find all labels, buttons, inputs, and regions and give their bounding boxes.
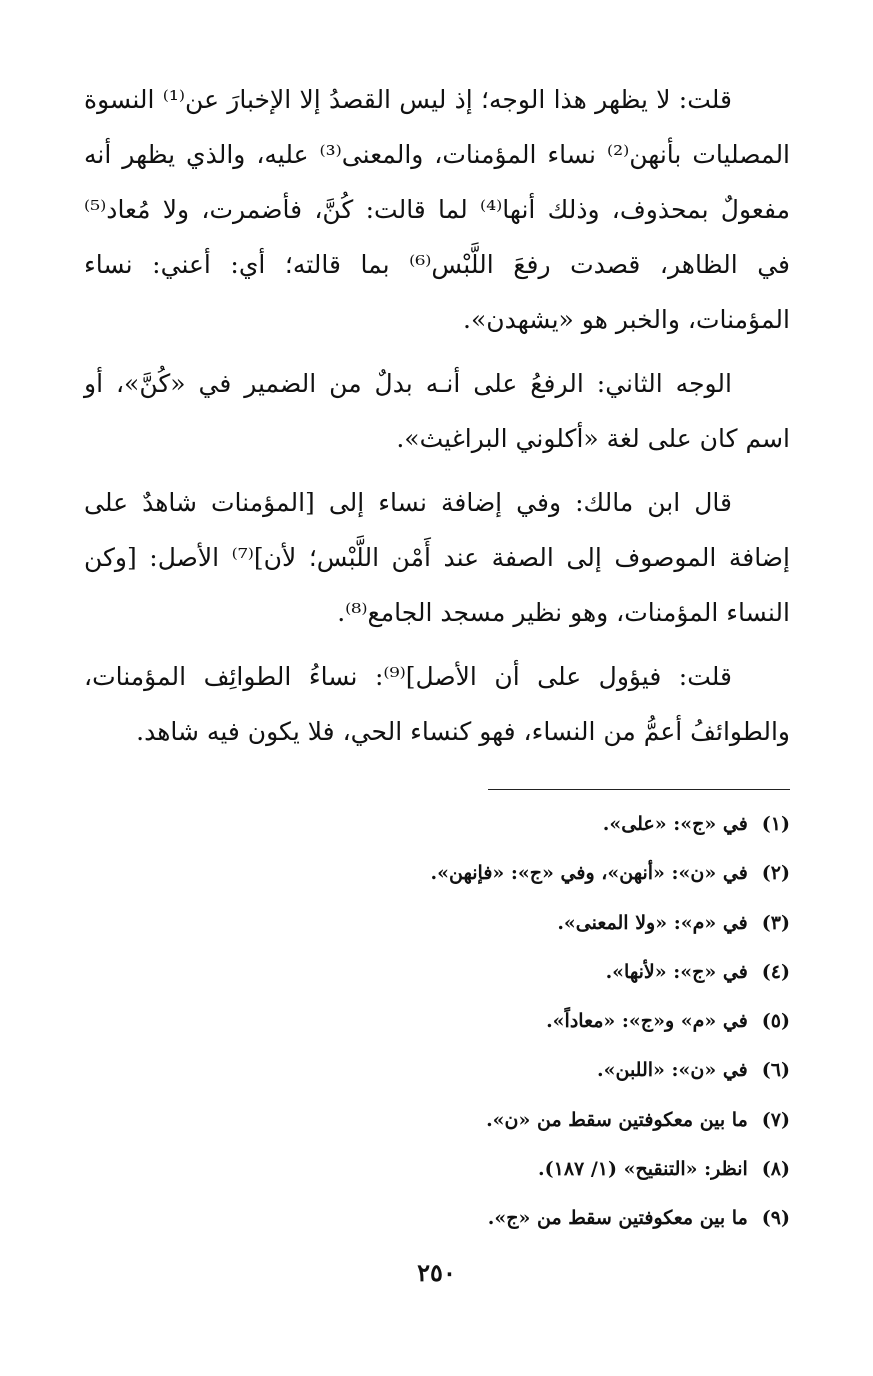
footnote-text: في «ج»: «لأنها». xyxy=(605,960,748,983)
footnote-text: في «ن»: «أنهن»، وفي «ج»: «فإنهن». xyxy=(430,862,748,885)
paragraph-3: قال ابن مالك: وفي إضافة نساء إلى [المؤمنات شاهدٌ على إضافة الموصوف إلى الصفة عند أَمْن اللَّبْس؛ لأن]⁽⁷⁾ الأصل: [وكن النساء المؤمنات، وهو نظير مسجد الجامع⁽⁸⁾. xyxy=(84,488,790,627)
footnote-7 xyxy=(84,1096,790,1145)
footnote-text: في «ج»: «على». xyxy=(602,813,748,835)
footnote-4 xyxy=(84,948,790,997)
footnote-divider xyxy=(488,789,790,790)
footnote-text: ما بين معكوفتين سقط من «ن». xyxy=(486,1108,748,1131)
footnote-number: (٩) xyxy=(761,1207,790,1230)
footnote-number: (٨) xyxy=(761,1158,790,1181)
footnote-3 xyxy=(84,899,790,948)
paragraph-4: قلت: فيؤول على أن الأصل]⁽⁹⁾: نساءُ الطوائِف المؤمنات، والطوائفُ أعمُّ من النساء، فهو كنساء الحي، فلا يكون فيه شاهد. xyxy=(84,662,790,746)
footnote-text: في «ن»: «اللبن». xyxy=(596,1059,748,1082)
footnote-number: (٧) xyxy=(761,1108,790,1131)
footnote-text: انظر: «التنقيح» (١/ ١٨٧). xyxy=(538,1158,748,1181)
footnote-number: (٦) xyxy=(761,1059,790,1082)
footnote-1 xyxy=(84,800,790,849)
main-text xyxy=(84,72,790,768)
footnote-text: في «م» و«ج»: «معاداً». xyxy=(546,1010,748,1033)
footnote-2 xyxy=(84,849,790,898)
footnote-number: (٢) xyxy=(761,862,790,885)
footnote-number: (١) xyxy=(761,813,790,835)
footnote-8 xyxy=(84,1145,790,1194)
paragraph-1: قلت: لا يظهر هذا الوجه؛ إذ ليس القصدُ إلا الإخبارَ عن⁽¹⁾ النسوة المصليات بأنهن⁽²⁾ نساء المؤمنات، والمعنى⁽³⁾ عليه، والذي يظهر أنه مفعولٌ بمحذوف، وذلك أنها⁽⁴⁾ لما قالت: كُنَّ، فأضمرت، ولا مُعاد⁽⁵⁾ في الظاهر، قصدت رفعَ اللَّبْس⁽⁶⁾ بما قالته؛ أي: أعني: نساء المؤمنات، والخبر هو «يشهدن». xyxy=(84,85,791,334)
page-number: ٢٥٠ xyxy=(417,1258,456,1287)
footnote-number: (٤) xyxy=(761,960,790,983)
footnote-number: (٥) xyxy=(761,1010,790,1033)
footnote-number: (٣) xyxy=(761,911,790,934)
footnotes-list xyxy=(84,800,790,1244)
paragraph-2: الوجه الثاني: الرفعُ على أنـه بدلٌ من الضمير في «كُنَّ»، أو اسم كان على لغة «أكلوني البراغيث». xyxy=(84,369,790,453)
footnote-text: ما بين معكوفتين سقط من «ج». xyxy=(487,1207,748,1230)
footnote-5 xyxy=(84,997,790,1046)
footnote-6 xyxy=(84,1046,790,1095)
footnote-text: في «م»: «ولا المعنى». xyxy=(557,911,748,934)
footnote-9 xyxy=(84,1194,790,1243)
